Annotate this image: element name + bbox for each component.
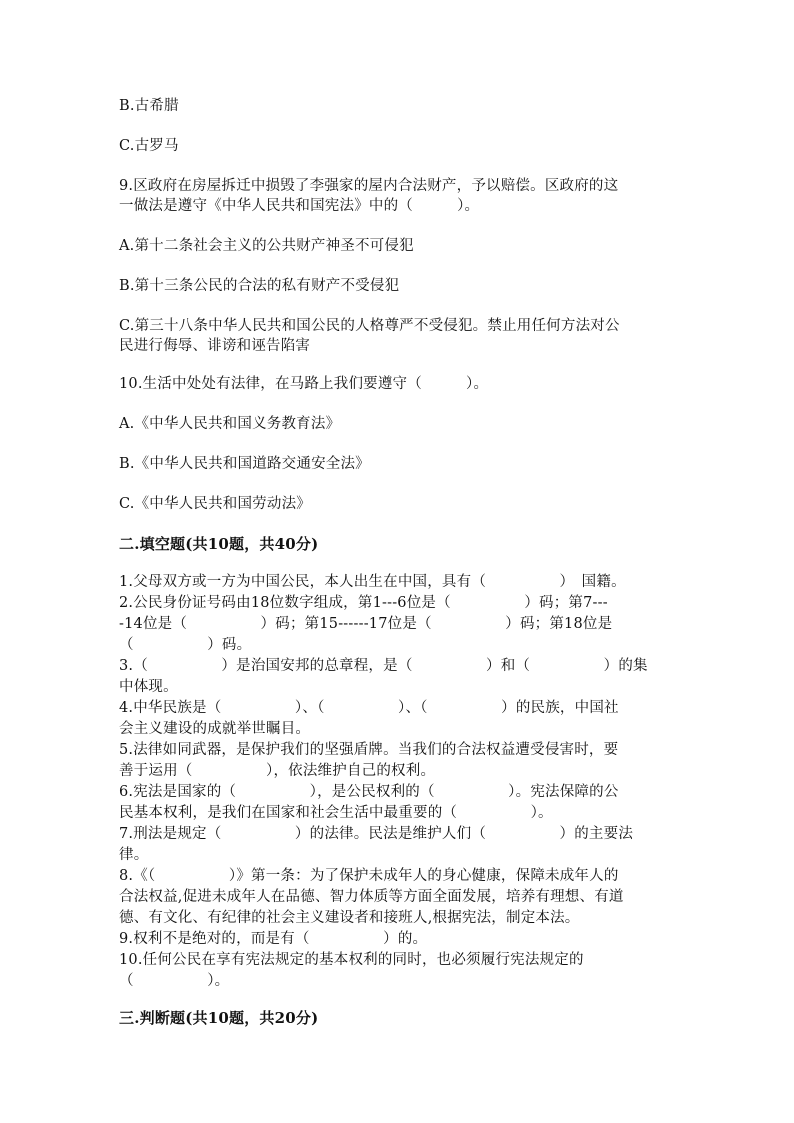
option-9c-line-1: C.第三十八条中华人民共和国公民的人格尊严不受侵犯。禁止用任何方法对公: [119, 318, 620, 334]
option-9a: A.第十二条社会主义的公共财产神圣不可侵犯: [119, 238, 414, 254]
fill-question-6-line-2: 民基本权利，是我们在国家和社会生活中最重要的（ ）。: [119, 805, 553, 821]
fill-question-2-line-2: -14位是（ ）码；第15------17位是（ ）码；第18位是: [119, 616, 613, 632]
fill-question-10-line-1: 10.任何公民在享有宪法规定的基本权利的同时，也必须履行宪法规定的: [119, 952, 584, 968]
option-9c-line-2: 民进行侮辱、诽谤和诬告陷害: [119, 338, 311, 354]
section-heading-fill-in: 二.填空题(共10题，共40分): [119, 535, 319, 553]
fill-question-9: 9.权利不是绝对的，而是有（ ）的。: [119, 931, 428, 947]
fill-question-5-line-1: 5.法律如同武器，是保护我们的坚强盾牌。当我们的合法权益遭受侵害时，要: [119, 742, 619, 758]
fill-question-2-line-3: （ ）码。: [119, 637, 252, 653]
option-10a: A.《中华人民共和国义务教育法》: [119, 416, 341, 432]
option-9b: B.第十三条公民的合法的私有财产不受侵犯: [119, 278, 400, 294]
question-9-line-2: 一做法是遵守《中华人民共和国宪法》中的（ ）。: [119, 198, 480, 214]
fill-question-5-line-2: 善于运用（ ），依法维护自己的权利。: [119, 763, 436, 779]
fill-question-3-line-1: 3.（ ）是治国安邦的总章程，是（ ）和（ ）的集: [119, 658, 648, 674]
fill-question-2-line-1: 2.公民身份证号码由18位数字组成，第1---6位是（ ）码；第7---: [119, 595, 608, 611]
fill-question-8-line-3: 德、有文化、有纪律的社会主义建设者和接班人,根据宪法，制定本法。: [119, 910, 580, 926]
option-10b: B.《中华人民共和国道路交通安全法》: [119, 456, 370, 472]
fill-question-1: 1.父母双方或一方为中国公民，本人出生在中国，具有（ ） 国籍。: [119, 574, 626, 590]
option-8c: C.古罗马: [119, 138, 179, 154]
fill-question-4-line-1: 4.中华民族是（ ）、（ ）、（ ）的民族，中国社: [119, 700, 619, 716]
question-9-line-1: 9.区政府在房屋拆迁中损毁了李强家的屋内合法财产，予以赔偿。区政府的这: [119, 178, 619, 194]
question-10: 10.生活中处处有法律，在马路上我们要遵守（ ）。: [119, 376, 489, 392]
section-heading-true-false: 三.判断题(共10题，共20分): [119, 1009, 319, 1027]
fill-question-8-line-2: 合法权益,促进未成年人在品德、智力体质等方面全面发展，培养有理想、有道: [119, 889, 624, 905]
fill-question-7-line-1: 7.刑法是规定（ ）的法律。民法是维护人们（ ）的主要法: [119, 826, 634, 842]
option-8b: B.古希腊: [119, 98, 179, 114]
fill-question-6-line-1: 6.宪法是国家的（ ），是公民权利的（ ）。宪法保障的公: [119, 784, 619, 800]
fill-question-7-line-2: 律。: [119, 847, 149, 863]
fill-question-8-line-1: 8.《（ ）》第一条：为了保护未成年人的身心健康，保障未成年人的: [119, 868, 619, 884]
fill-question-3-line-2: 中体现。: [119, 679, 178, 695]
option-10c: C.《中华人民共和国劳动法》: [119, 496, 311, 512]
fill-question-10-line-2: （ ）。: [119, 973, 230, 989]
fill-question-4-line-2: 会主义建设的成就举世瞩目。: [119, 721, 311, 737]
